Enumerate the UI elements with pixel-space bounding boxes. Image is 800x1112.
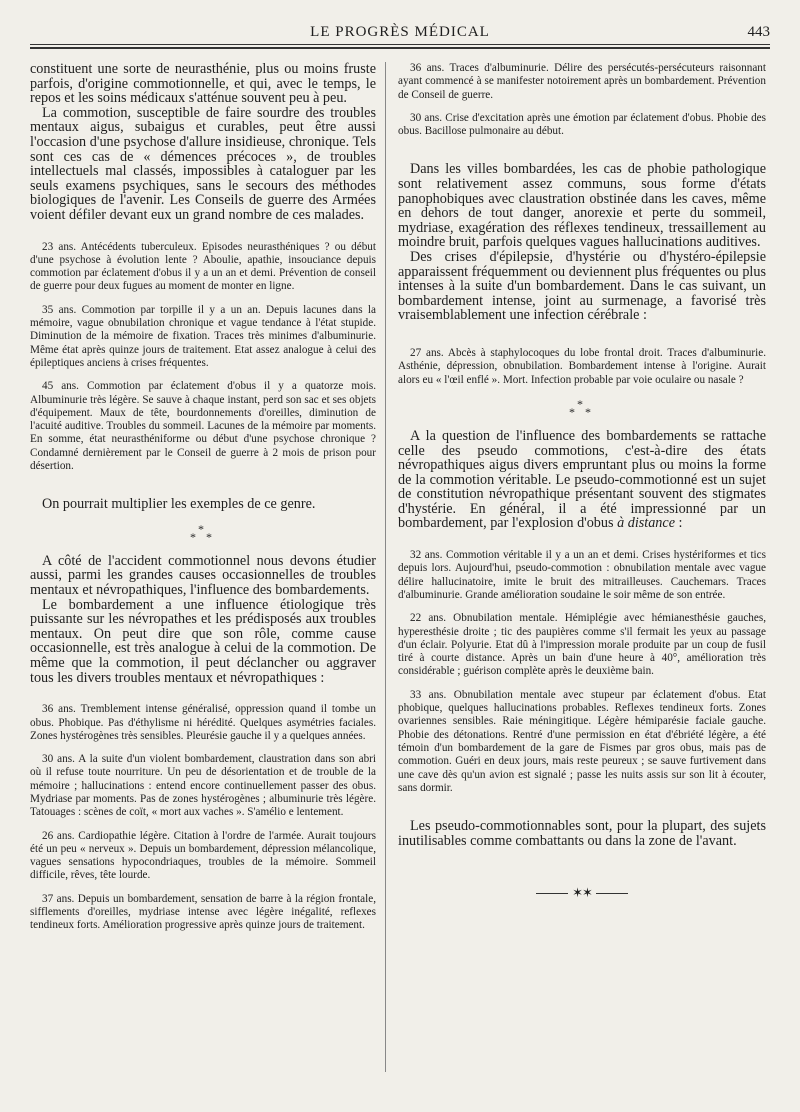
paragraph: On pourrait multiplier les exemples de ce genre. [42, 496, 316, 513]
page-header [30, 22, 770, 46]
ornament-line [536, 893, 568, 894]
case-report: 30 ans. A la suite d'un violent bombardement, claustration dans son abri où il refuse toute nourriture. Un peu de désorientation et de trouble de la mémoire ; hallucinations : entend encore continuellement passer des obus. Mydriase par moments. Pas de zones hystérogènes ; albuminurie très légère. Tatouages : scènes de coït, « mort aux vaches ». S'amélio e lentement. [30, 753, 376, 819]
end-ornament [398, 884, 766, 901]
paragraph-tail: : [675, 515, 683, 532]
star: * [585, 404, 591, 419]
case-report: 30 ans. Crise d'excitation après une émotion par éclatement d'obus. Phobie des obus. Bacillose pulmonaire au début. [398, 111, 766, 138]
header-rule [30, 44, 770, 45]
paragraph-text: A la question de l'influence des bombardements se rattache celle des pseudo commotions, c'est-à-dire des états névropathiques aigus divers empruntant plus ou moins la forme de la commotion véritable. Le pseudo-commotionné est un sujet de constitution névropathique présentant souvent des stigmates d'hystérie. En général, il a été impressionné par un bombardement, par l'explosion d'obus [398, 427, 766, 532]
section-separator-stars [567, 396, 597, 421]
star: * [206, 529, 212, 544]
paragraph: constituent une sorte de neurasthénie, plus ou moins fruste parfois, d'origine commotionnelle, et qui, avec le temps, le repos et les soins médicaux s'atténue souvent peu à peu. [30, 61, 376, 107]
star: * [198, 521, 204, 536]
page-number: 443 [747, 24, 770, 40]
left-column [30, 62, 376, 933]
column-divider [385, 62, 386, 1072]
paragraph [398, 429, 766, 531]
case-report: 27 ans. Abcès à staphylocoques du lobe frontal droit. Traces d'albuminurie. Asthénie, dépression, obnubilation. Bombardement intense à l'origine. Aurait alors eu « l'œil enflé ». Mort. Infection probable par voie oculaire ou nasale ? [398, 347, 766, 386]
paragraph: A côté de l'accident commotionnel nous devons étudier aussi, parmi les grandes causes occasionnelles de troubles mentaux et névropathiques, l'influence des bombardements. [30, 552, 376, 599]
case-report: 22 ans. Obnubilation mentale. Hémiplégie avec hémianesthésie gauches, hyperesthésie droite ; tic des paupières comme s'il fermait les yeux au passage d'un éclair. Polyurie. Etat dû à l'impression morale produite par un coup de fusil tiré à courte distance. Après un bain d'une heure à 40°, amélioration très considérable ; guérison complète après le deuxième bain. [398, 612, 766, 678]
case-report: 36 ans. Traces d'albuminurie. Délire des persécutés-persécuteurs raisonnant ayant commencé à se manifester notoirement après un bombardement. Prévention de Conseil de guerre. [398, 62, 766, 101]
section-separator-stars [188, 521, 218, 546]
case-report: 33 ans. Obnubilation mentale avec stupeur par éclatement d'obus. Etat phobique, quelques hallucinations probables. Reflexes tendineux forts. Zones ovariennes sensibles. Raie méningitique. Légère hémiparésie faciale gauche. Phobie des détonations. Rentré d'une permission en état d'ébriété légère, a été témoin d'un bombardement de la gare de Fismes par gros obus, mais pas de commotion. Guéri en deux jours, mais reste peureux ; se sauve furtivement dans une cave dès qu'un avion est signalé ; passe les nuits assis sur son lit à écouter, sans dormir. [398, 688, 766, 794]
case-report: 23 ans. Antécédents tuberculeux. Episodes neurasthéniques ? ou début d'une psychose à évolution lente ? Aboulie, apathie, insouciance depuis commotion par éclatement d'obus il y a un an et demi. Prévention de conseil de guerre pour deux fugues au moment de monter en ligne. [30, 240, 376, 293]
paragraph: Des crises d'épilepsie, d'hystérie ou d'hystéro-épilepsie apparaissent fréquemment ou deviennent plus fréquentes ou plus intenses à la suite d'un bombardement. Dans le cas suivant, un bombardement intense, joint au surmenage, a favorisé très vraisemblablement une infection cérébrale : [398, 249, 766, 324]
star: * [577, 396, 583, 411]
paragraph: Les pseudo-commotionnables sont, pour la plupart, des sujets inutilisables comme combattants ou dans la zone de l'avant. [398, 818, 766, 849]
header-rule-thick [30, 47, 770, 49]
right-column [398, 62, 766, 901]
ornament-glyph: ✶✶ [572, 885, 592, 901]
ornament-line [596, 893, 628, 894]
paragraph: Dans les villes bombardées, les cas de phobie pathologique sont relativement assez communs, sous forme d'états panophobiques avec claustration obstinée dans les caves, même en dehors de tout danger, anorexie et perte du sommeil, mydriase, exagération des réflexes tendineux, tressaillement au moindre bruit, parfois quelques vagues hallucinations auditives. [398, 161, 766, 251]
emphasis-text: à distance [617, 515, 675, 532]
case-report: 32 ans. Commotion véritable il y a un an et demi. Crises hystériformes et tics depuis lors. Aujourd'hui, pseudo-commotion : obnubilation mentale avec vague délire hallucinatoire, imite le bruit des mitrailleuses. Cauchemars. Traces d'albuminurie. Grande amélioration soudaine le soir même de son entrée. [398, 549, 766, 601]
journal-title: LE PROGRÈS MÉDICAL [310, 24, 490, 40]
paragraph: La commotion, susceptible de faire sourdre des troubles mentaux aigus, subaigus et curables, peut être aussi l'occasion d'une psychose d'allure insidieuse, chronique. Tels sont ces cas de « démences précoces », de troubles intellectuels mal classés, impossibles à cataloguer par les seuls examens psychiques, sans le secours des méthodes biologiques de l'avenir. Les Conseils de guerre des Armées voient défiler devant eux un grand nombre de ces malades. [30, 104, 376, 223]
case-report: 37 ans. Depuis un bombardement, sensation de barre à la région frontale, sifflements d'oreilles, mydriase intense avec légère inégalité, reflexes tendineux forts. Amélioration progressive après quinze jours de traitement. [30, 892, 376, 932]
case-report: 35 ans. Commotion par torpille il y a un an. Depuis lacunes dans la mémoire, vague obnubilation chronique et vague tendance à l'état stupide. Diminution de la mémoire de fixation. Traces très minimes d'albuminurie. Même état après quinze jours de traitement. Etat assez analogue à celui des épileptiques anciens à crises fréquentes. [30, 303, 376, 369]
paragraph: Le bombardement a une influence étiologique très puissante sur les névropathes et les prédisposés aux troubles mentaux. On peut dire que son rôle, comme cause occasionnelle, est très analogue à celui de la commotion. De même que la commotion, il peut déclancher ou aggraver tous les divers troubles mentaux et névropathiques : [30, 596, 376, 686]
case-report: 36 ans. Tremblement intense généralisé, oppression quand il tombe un obus. Phobique. Pas d'éthylisme ni hérédité. Quelques asymétries faciales. Zones hystérogènes très sensibles. Pleurésie gauche il y a quelques années. [30, 703, 376, 742]
star: * [569, 404, 575, 419]
case-report: 26 ans. Cardiopathie légère. Citation à l'ordre de l'armée. Aurait toujours été un peu « nerveux ». Depuis un bombardement, dépression mélancolique, vagues sensations hypocondriaques, troubles de la mémoire. Sommeil difficile, rêves, tête lourde. [30, 829, 376, 882]
star: * [190, 529, 196, 544]
case-report: 45 ans. Commotion par éclatement d'obus il y a quatorze mois. Albuminurie très légère. Se sauve à chaque instant, perd son sac et ses objets d'équipement. Maux de tête, bourdonnements d'oreilles, diminution de l'acuité auditive. Troubles du sommeil. Lacunes de la mémoire par moments. En somme, état neurasthéniforme ou début d'une psychose chronique ? Condamné dernièrement par le Conseil de guerre à 2 mois de prison pour désertion. [30, 380, 376, 472]
